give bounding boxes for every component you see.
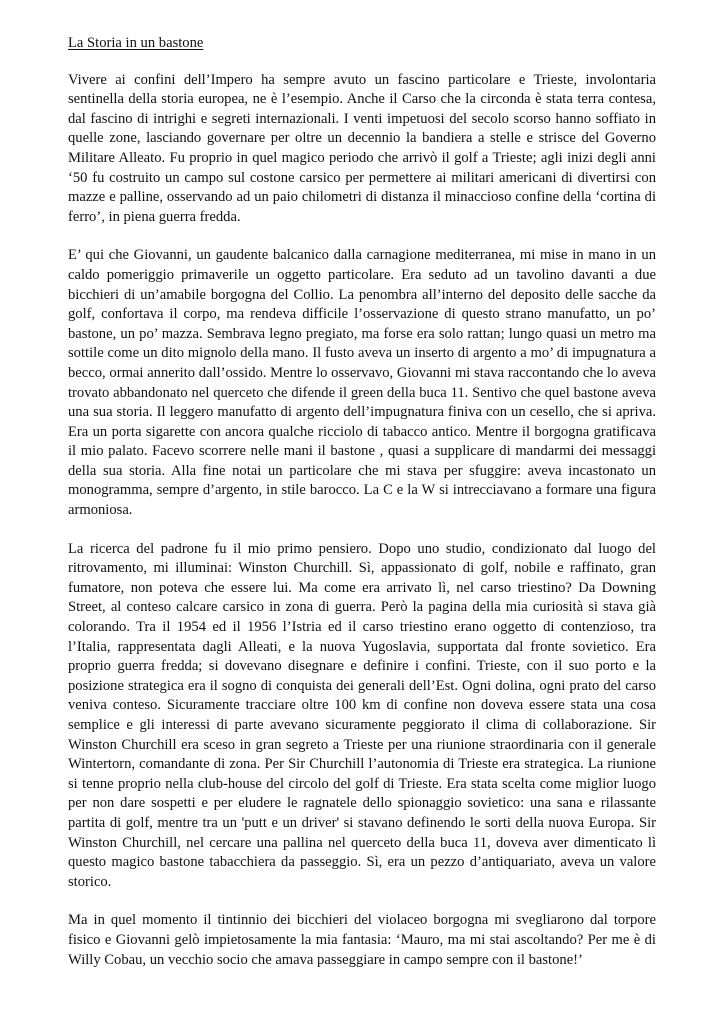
document-page (68, 34, 656, 989)
paragraph-3: La ricerca del padrone fu il mio primo pensiero. Dopo uno studio, condizionato dal luogo del ritrovamento, mi illuminai: Winston Churchill. Sì, appassionato di golf, nobile e raffinato, gran fumatore, non poteva che essere lui. Ma come era arrivato lì, nel carso triestino? Da Downing Street, al conteso calcare carsico in zona di guerra. Però la pagina della mia curiosità si stava già colorando. Tra il 1954 ed il 1956 l’Istria ed il carso triestino erano oggetto di contenzioso, tra l’Italia, rappresentata dagli Alleati, e la nuova Yugoslavia, supportata dal fronte sovietico. Era proprio guerra fredda; si dovevano disegnare e definire i confini. Trieste, con il suo porto e la posizione strategica era il sogno di conquista dei generali dell’Est. Ogni dolina, ogni prato del carso veniva conteso. Sicuramente tracciare oltre 100 km di confine non doveva essere stata una cosa semplice e gli interessi di parte avevano sicuramente peggiorato il clima di collaborazione. Sir Winston Churchill era sceso in gran segreto a Trieste per una riunione straordinaria con il generale Wintertorn, comandante di zona. Per Sir Churchill l’autonomia di Trieste era strategica. La riunione si tenne proprio nella club-house del circolo del golf di Trieste. Era stata scelta come miglior luogo per non dare sospetti e per eludere le ragnatele dello spionaggio sovietico: una sana e rilassante partita di golf, mentre tra un 'putt e un driver' si stavano definendo le sorti della nuova Europa. Sir Winston Churchill, nel cercare una pallina nel querceto della buca 11, doveva aver dimenticato lì questo magico bastone tabacchiera da passeggio. Sì, era un pezzo d’antiquariato, aveva un valore storico. (68, 540, 656, 890)
paragraph-1: Vivere ai confini dell’Impero ha sempre avuto un fascino particolare e Trieste, involontaria sentinella della storia europea, ne è l’esempio. Anche il Carso che la circonda è stata terra contesa, dal fascino di intrighi e segreti internazionali. I venti impetuosi del secolo scorso hanno soffiato in quelle zone, lasciando governare per oltre un decennio la bandiera a stelle e strisce del Governo Militare Alleato. Fu proprio in quel magico periodo che arrivò il golf a Trieste; agli inizi degli anni ‘50 fu costruito un campo sul costone carsico per permettere ai militari americani di divertirsi con mazze e palline, osservando ad un paio chilometri di distanza il minaccioso confine della ‘cortina di ferro’, in piena guerra fredda. (68, 71, 656, 225)
paragraph-4: Ma in quel momento il tintinnio dei bicchieri del violaceo borgogna mi svegliarono dal torpore fisico e Giovanni gelò impietosamente la mia fantasia: ‘Mauro, ma mi stai ascoltando? Per me è di Willy Cobau, un vecchio socio che amava passeggiare in campo sempre con il bastone!’ (68, 912, 656, 968)
paragraph-2: E’ qui che Giovanni, un gaudente balcanico dalla carnagione mediterranea, mi mise in mano in un caldo pomeriggio primaverile un oggetto particolare. Era seduto ad un tavolino davanti a due bicchieri di un’amabile borgogna del Collio. La penombra all’interno del deposito delle sacche da golf, confortava il corpo, ma rendeva difficile l’osservazione di questo strano manufatto, un po’ bastone, un po’ mazza. Sembrava legno pregiato, ma forse era solo rattan; lungo quasi un metro ma sottile come un dito mignolo della mano. Il fusto aveva un inserto di argento a mo’ di impugnatura a becco, ormai annerito dall’ossido. Mentre lo osservavo, Giovanni mi stava raccontando che lo aveva trovato abbandonato nel querceto che difende il green della buca 11. Sentivo che quel bastone aveva una sua storia. Il leggero manufatto di argento dell’impugnatura finiva con un cesello, che si apriva. Era un porta sigarette con ancora qualche ricciolo di tabacco antico. Mentre il borgogna gratificava il mio palato. Facevo scorrere nelle mani il bastone , quasi a supplicare di mandarmi dei messaggi della sua storia. Alla fine notai un particolare che mi stava per sfuggire: aveva incastonato un monogramma, sempre d’argento, in stile barocco. La C e la W si intrecciavano a formare una figura armoniosa. (68, 247, 656, 519)
document-title: La Storia in un bastone (68, 35, 204, 51)
